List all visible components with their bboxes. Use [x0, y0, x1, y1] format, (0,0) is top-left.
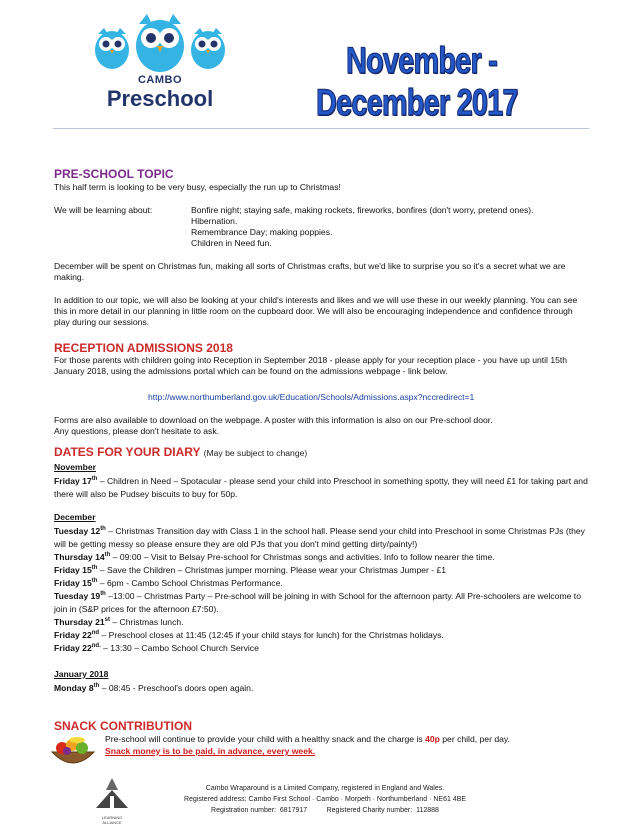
footer-line-2: Registered address: Cambo First School · Cambo · Morpeth · Northumberland · NE61 4BE — [183, 796, 467, 803]
questions-text: Any questions, please don't hesitate to ask. — [54, 426, 220, 436]
snack-notice: Snack money is to be paid, in advance, every week. — [105, 746, 316, 756]
footer-line-3: Registration number: 6817917 Registered Charity number: 112888 — [211, 807, 439, 814]
diary-entry: Monday 8th – 08:45 - Preschool's doors open again. — [54, 683, 254, 693]
topic-heading: PRE-SCHOOL TOPIC — [54, 167, 174, 181]
fruit-basket-icon — [50, 734, 96, 770]
learning-item: Children in Need fun. — [191, 238, 272, 248]
topic-intro: This half term is looking to be very busy, especially the run up to Christmas! — [54, 182, 341, 192]
learning-list — [191, 205, 534, 249]
diary-entry: Friday 15th – 6pm - Cambo School Christmas Performance. — [54, 578, 283, 588]
diary-entry: Friday 17th – Children in Need – Spotacular - please send your child into Preschool in something spotty, they will need £1 for taking part and there will also be Pudsey biscuits to buy for 50p. — [54, 476, 588, 499]
month-december: December — [54, 512, 96, 522]
learning-alliance-text: LEARNING ALLIANCE — [101, 815, 123, 825]
learning-alliance-logo — [92, 776, 132, 825]
diary-entry: Thursday 14th – 09:00 – Visit to Belsay Pre-school for Christmas songs and activities. Info to follow nearer the time. — [54, 552, 495, 562]
topic-para-1: December will be spent on Christmas fun, making all sorts of Christmas crafts, but we'd like to surprise you so it's a secret what we are making. — [54, 261, 566, 282]
snack-heading: SNACK CONTRIBUTION — [54, 719, 192, 733]
snack-text: Pre-school will continue to provide your child with a healthy snack and the charge is 40p per child, per day. — [105, 734, 510, 744]
diary-entry: Friday 22nd – Preschool closes at 11:45 (12:45 if your child stays for lunch) for the Christmas holidays. — [54, 630, 444, 640]
reception-para: For those parents with children going into Reception in September 2018 - please apply for your reception place - you have up until 15th January 2018, using the admissions portal which can be found on the admissions webpage - link below. — [54, 355, 568, 376]
logo-preschool: Preschool — [106, 86, 214, 111]
month-november: November — [54, 462, 97, 472]
reception-heading: RECEPTION ADMISSIONS 2018 — [54, 341, 233, 355]
diary-heading — [54, 445, 307, 460]
diary-entry: Tuesday 12th – Christmas Transition day with Class 1 in the school hall. Please send your child into Preschool in some Christmas PJs (they will be getting messy so please ensure they are old PJs that you don't mind getting dirty/painty!) — [54, 526, 585, 549]
diary-entry: Friday $22^{nd.}$ – 13:30 – Cambo School Church Service — [54, 643, 259, 653]
learning-label: We will be learning about: — [54, 205, 153, 215]
title-line-1: November - — [346, 40, 497, 81]
learning-item: Bonfire night; staying safe, making rockets, fireworks, bonfires (don't worry, pretend ones). — [191, 205, 534, 215]
header-divider — [53, 128, 589, 129]
learning-item: Hibernation. — [191, 216, 238, 226]
forms-text: Forms are also available to download on the webpage. A poster with this information is also on our Pre-school door. — [54, 415, 493, 425]
learning-item: Remembrance Day; making poppies. — [191, 227, 333, 237]
diary-heading-text: DATES FOR YOUR DIARY — [54, 445, 201, 459]
diary-entry: Thursday 21st – Christmas lunch. — [54, 617, 184, 627]
title-line-2: December 2017 — [316, 82, 518, 123]
diary-entry: Tuesday 19th –13:00 – Christmas Party – Pre-school will be joining in with School for the afternoon party. All Pre-schoolers are welcome to join in (S&P prices for the afternoon £7:50). — [54, 591, 581, 614]
topic-para-2: In addition to our topic, we will also be looking at your child's interests and likes and we will use these in our weekly planning. You can see this in more detail in our planning in little room on the cupboard door. We will also be encouraging independence and confidence through play during our sessions. — [54, 295, 578, 327]
diary-entry: Friday 15th – Save the Children – Christmas jumper morning. Please wear your Christmas Jumper - £1 — [54, 565, 447, 575]
december-entries — [54, 525, 588, 655]
logo-cambo: CAMBO — [137, 74, 183, 86]
diary-note: (May be subject to change) — [203, 448, 308, 458]
owls-icon — [90, 14, 230, 72]
month-january: January 2018 — [54, 669, 109, 679]
footer-line-1: Cambo Wraparound is a Limited Company, registered in England and Wales. — [205, 785, 445, 792]
admissions-link[interactable]: http://www.northumberland.gov.uk/Education/Schools/Admissions.aspx?nccredirect=1 — [148, 392, 475, 402]
preschool-logo — [90, 14, 230, 114]
